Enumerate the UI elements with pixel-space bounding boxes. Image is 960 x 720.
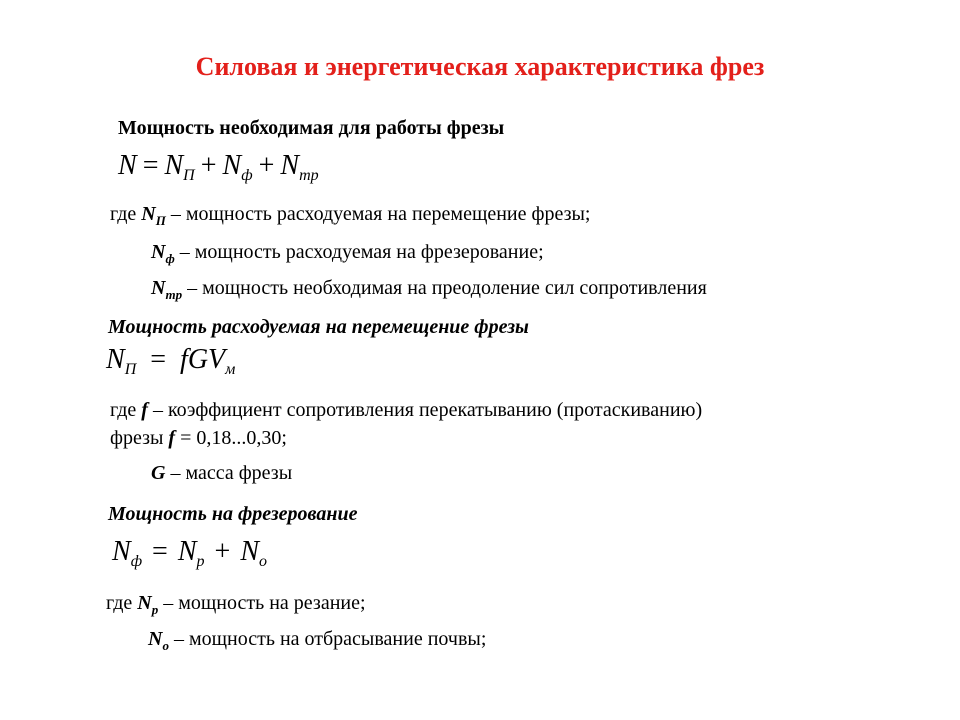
definition-line xyxy=(106,592,366,618)
definition-line xyxy=(110,203,590,229)
definition-variable: N xyxy=(151,277,166,299)
formula-term: N xyxy=(240,536,260,567)
definition-variable: N xyxy=(141,203,156,225)
formula-operator: = xyxy=(150,344,167,375)
definition-subscript: р xyxy=(151,602,159,617)
formula-subscript: м xyxy=(225,361,236,378)
definition-line xyxy=(110,399,702,422)
formula-subscript: тр xyxy=(299,167,319,184)
definition-subscript: ф xyxy=(165,251,175,266)
definition-line xyxy=(110,427,287,450)
definition-variable: N xyxy=(137,592,152,614)
formula-term: N xyxy=(118,150,137,181)
definition-text: – мощность расходуемая на фрезерование; xyxy=(174,241,544,263)
definition-variable: N xyxy=(148,628,163,650)
definition-prefix: где xyxy=(110,399,142,421)
formula-term: N xyxy=(106,344,125,375)
definition-subscript: о xyxy=(162,638,169,653)
definition-variable: f xyxy=(141,399,148,421)
definition-line xyxy=(151,462,292,485)
definition-text: – мощность расходуемая на перемещение фрезы; xyxy=(165,203,591,225)
definition-line xyxy=(151,277,707,303)
formula-operator: + xyxy=(258,150,275,181)
formula-subscript: П xyxy=(183,167,195,184)
formula-subscript: ф xyxy=(130,553,143,570)
formula-operator: = xyxy=(152,536,168,567)
definition-text: – коэффициент сопротивления перекатыванию (протаскиванию) xyxy=(147,399,703,421)
formula-subscript: о xyxy=(259,553,268,570)
definition-prefix: где xyxy=(110,203,142,225)
slide-title: Силовая и энергетическая характеристика фрез xyxy=(195,52,765,81)
heading-milling-power: Мощность на фрезерование xyxy=(108,503,358,525)
formula-term: N xyxy=(177,536,197,567)
formula-total-power xyxy=(118,150,319,185)
formula-term: N xyxy=(222,150,242,181)
formula-subscript: П xyxy=(124,361,137,378)
definition-variable: f xyxy=(168,427,176,449)
definition-variable: N xyxy=(151,241,166,263)
definition-variable: G xyxy=(151,462,166,484)
formula-term: N xyxy=(112,536,131,567)
definition-subscript: тр xyxy=(165,287,183,302)
formula-term: N xyxy=(280,150,300,181)
heading-work-power: Мощность необходимая для работы фрезы xyxy=(118,117,505,139)
formula-operator: = xyxy=(142,150,159,181)
formula-term: N xyxy=(164,150,184,181)
definition-text: = 0,18...0,30; xyxy=(175,427,287,449)
formula-subscript: ф xyxy=(241,167,253,184)
definition-text: – масса фрезы xyxy=(165,462,293,484)
definition-text: – мощность на отбрасывание почвы; xyxy=(168,628,487,650)
definition-prefix: где xyxy=(106,592,138,614)
formula-operator: + xyxy=(214,536,231,567)
formula-milling-power xyxy=(112,536,267,571)
definition-subscript: П xyxy=(155,213,166,228)
definition-text: – мощность на резание; xyxy=(158,592,366,614)
definition-line xyxy=(148,628,486,654)
formula-subscript: р xyxy=(196,553,205,570)
definition-text: – мощность необходимая на преодоление сил сопротивления xyxy=(182,277,707,299)
formula-movement-power xyxy=(106,344,235,379)
formula-operator: + xyxy=(200,150,217,181)
definition-line xyxy=(151,241,544,267)
formula-term: fGV xyxy=(180,344,226,375)
definition-prefix: фрезы xyxy=(110,427,169,449)
heading-movement-power: Мощность расходуемая на перемещение фрезы xyxy=(108,316,529,338)
